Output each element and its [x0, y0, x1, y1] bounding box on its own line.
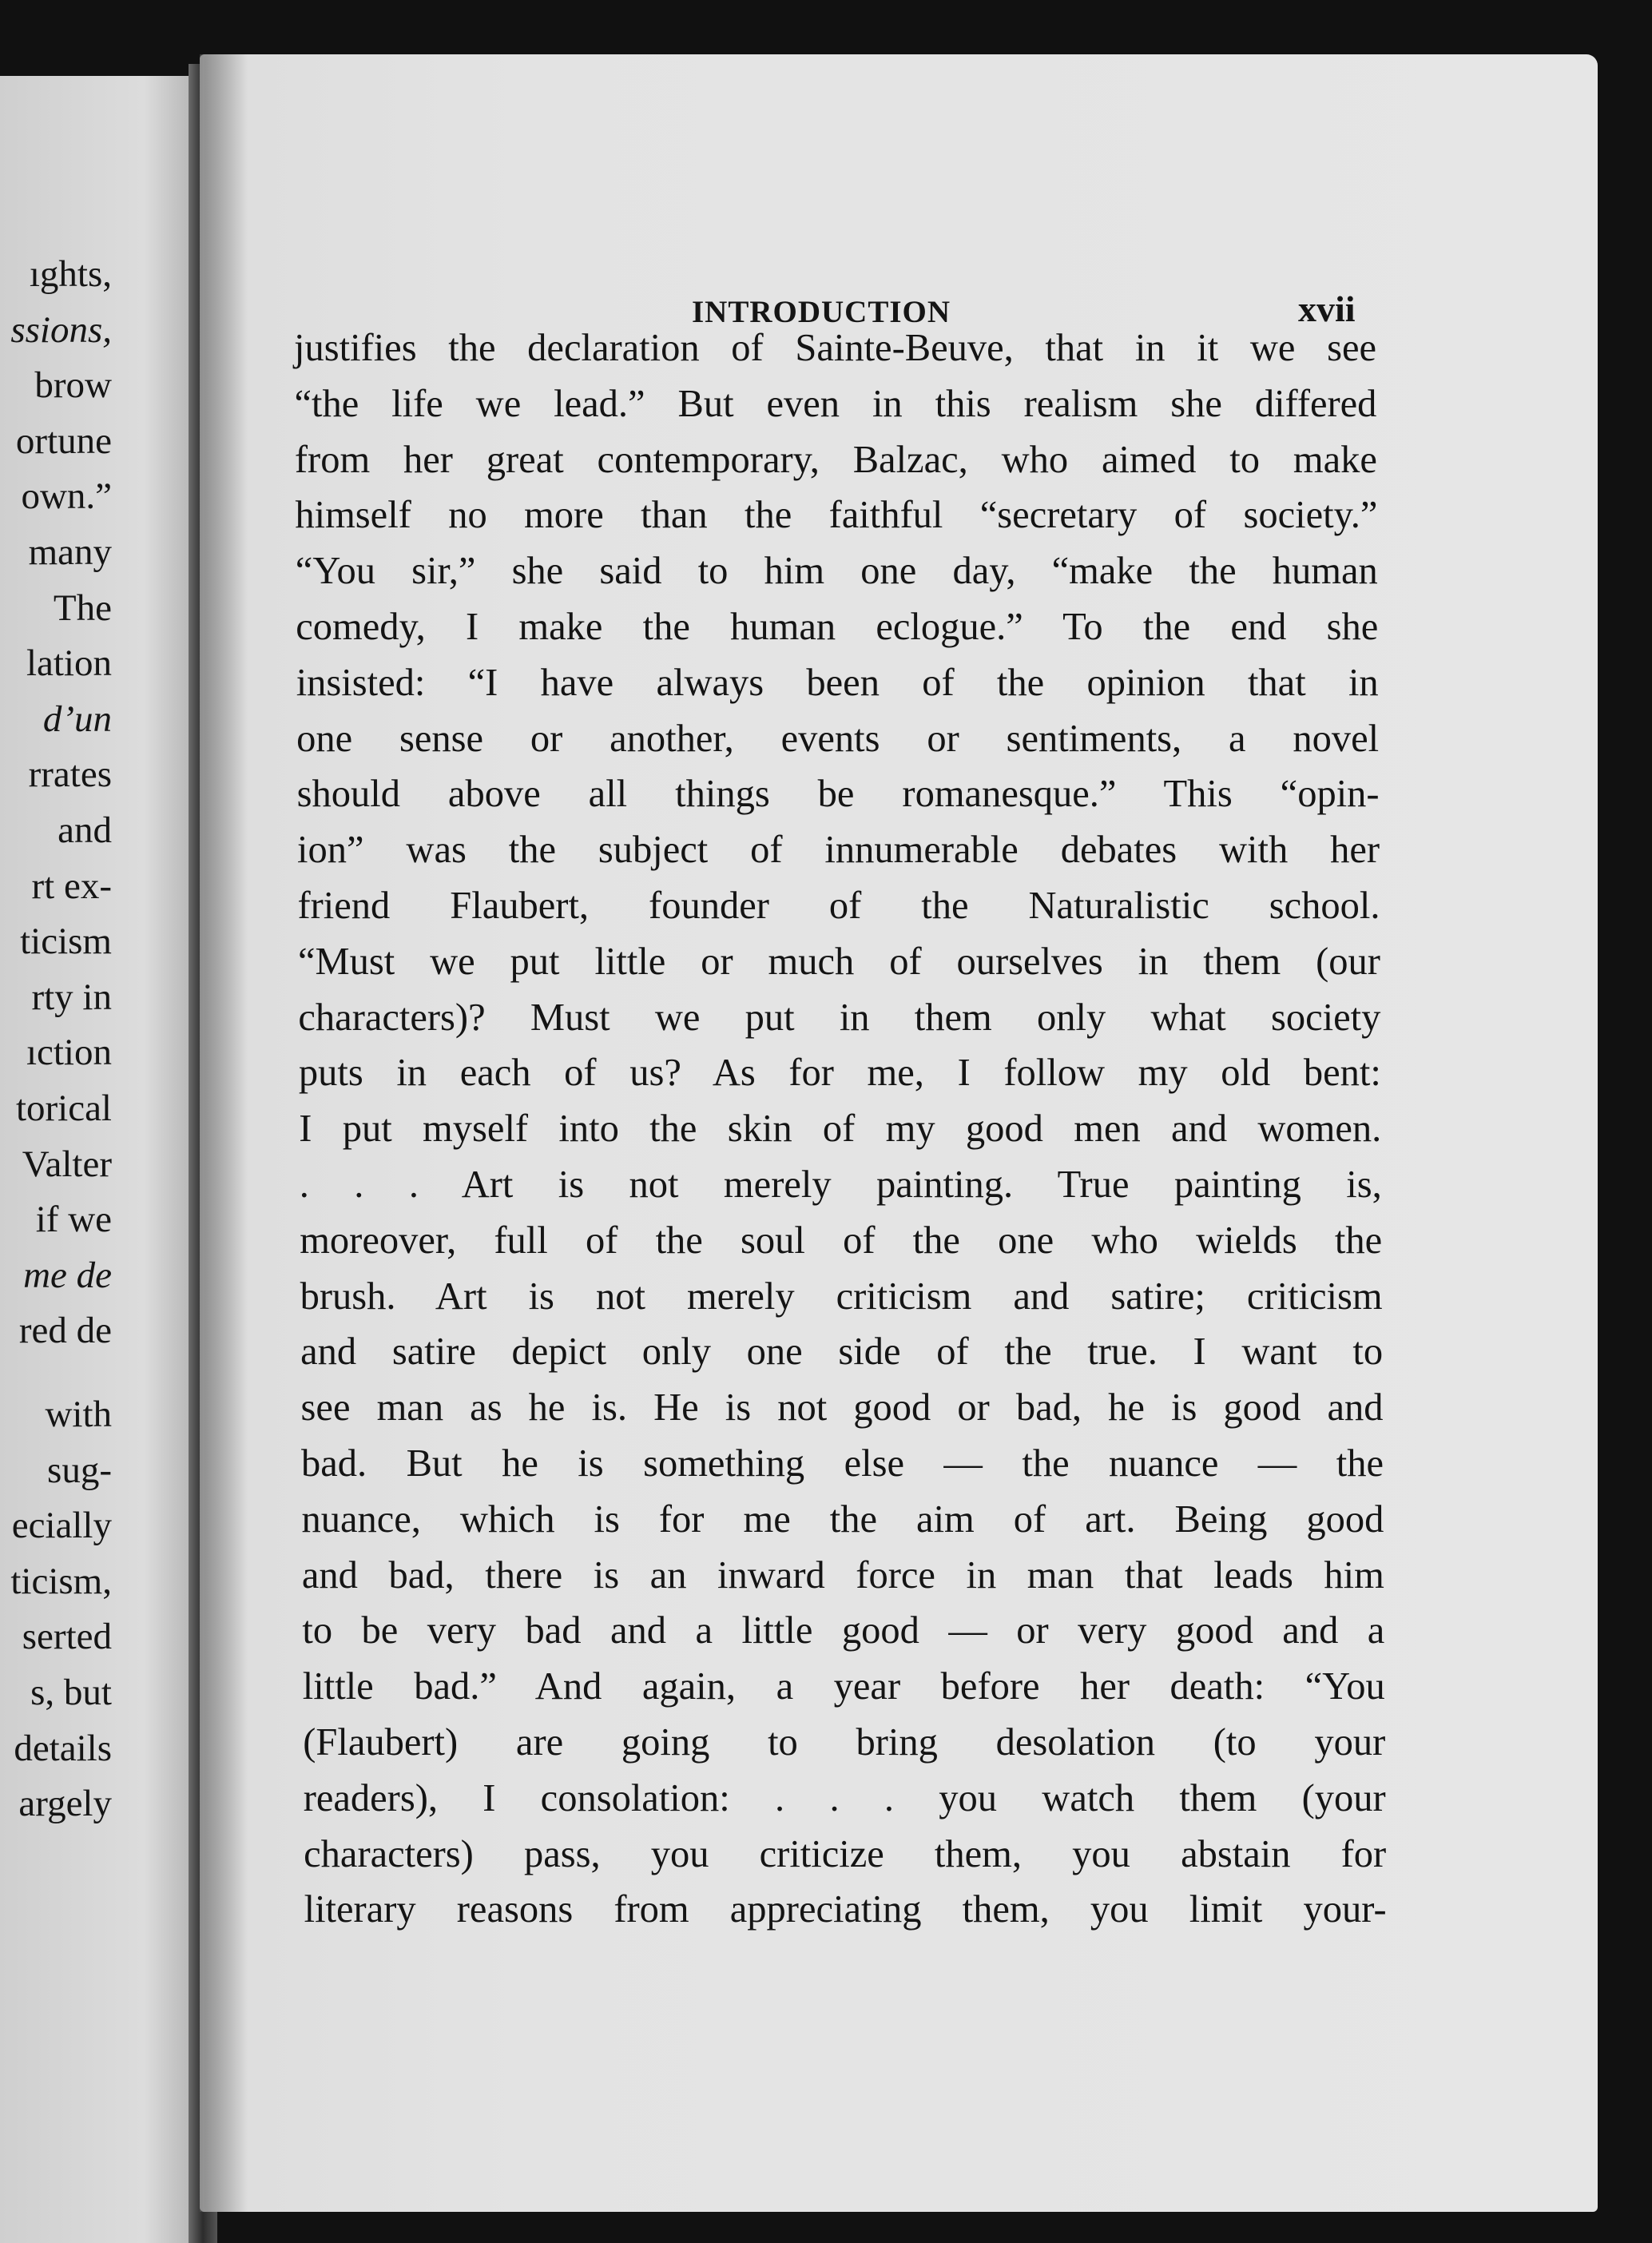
left-page-line: red de [18, 1310, 112, 1352]
text-line: and bad, there is an inward force in man that leads him [301, 1553, 1384, 1597]
left-page-line: rrates [28, 754, 112, 796]
left-page-line: s, but [30, 1672, 112, 1713]
left-page-line: brow [34, 364, 112, 407]
left-page-line: lation [26, 642, 112, 685]
text-line: characters)? Must we put in them only what society [298, 996, 1381, 1039]
text-line: ion” was the subject of innumerable debates with her [297, 829, 1380, 872]
left-page-line: ıghts, [29, 253, 112, 295]
left-page-line: me de [23, 1254, 112, 1296]
text-line: comedy, I make the human eclogue.” To the end she [296, 606, 1379, 648]
text-line: . . . Art is not merely painting. True painting is, [299, 1163, 1382, 1206]
text-line: literary reasons from appreciating them, you limit your- [304, 1888, 1387, 1931]
left-page-line: torical [15, 1088, 112, 1129]
text-line: bad. But he is something else — the nuance — the [301, 1442, 1384, 1485]
left-page-line: with [45, 1394, 112, 1435]
text-line: insisted: “I have always been of the opinion that in [296, 661, 1379, 704]
left-page-line: argely [18, 1783, 112, 1825]
right-page [200, 54, 1598, 2212]
left-page-line: serted [22, 1616, 112, 1658]
left-page-line: many [28, 531, 112, 573]
left-page-line: sug- [47, 1449, 112, 1491]
text-line: characters) pass, you criticize them, you abstain for [304, 1832, 1387, 1875]
text-line: friend Flaubert, founder of the Naturalistic school. [297, 885, 1380, 927]
text-line: little bad.” And again, a year before her death: “You [302, 1665, 1385, 1708]
text-line: should above all things be romanesque.” This “opin- [296, 773, 1380, 816]
text-line: brush. Art is not merely criticism and satire; criticism [300, 1275, 1383, 1318]
running-title: INTRODUCTION [692, 295, 951, 329]
text-line: “Must we put little or much of ourselves in them (our [297, 940, 1380, 983]
left-page-line: ortune [15, 420, 112, 462]
left-page-line: details [14, 1727, 112, 1769]
text-line: himself no more than the faithful “secretary of society.” [295, 494, 1378, 537]
left-page [0, 76, 206, 2243]
left-page-line: own.” [21, 475, 112, 518]
text-line: and satire depict only one side of the true. I want to [300, 1330, 1384, 1374]
text-line: moreover, full of the soul of the one who wields the [300, 1219, 1383, 1262]
left-page-line: The [53, 587, 112, 629]
text-line: readers), I consolation: . . . you watch them (your [303, 1776, 1386, 1819]
text-line: nuance, which is for me the aim of art. Being good [301, 1497, 1384, 1541]
left-page-line: Valter [22, 1143, 112, 1185]
left-page-line: ticism, [10, 1560, 112, 1602]
left-page-line: ticism [20, 921, 112, 963]
text-line: “the life we lead.” But even in this realism she differed [294, 382, 1377, 425]
text-line: see man as he is. He is not good or bad, he is good and [300, 1386, 1384, 1430]
text-line: justifies the declaration of Sainte-Beuve, that in it we see [294, 327, 1376, 369]
left-page-line: rty in [31, 976, 112, 1018]
left-page-line: ecially [11, 1505, 112, 1547]
text-line: puts in each of us? As for me, I follow my old bent: [298, 1052, 1381, 1095]
left-page-line: rt ex- [31, 865, 112, 907]
text-line: from her great contemporary, Balzac, who aimed to make [294, 438, 1377, 481]
text-line: one sense or another, events or sentiments, a novel [296, 717, 1380, 760]
left-page-line: d’un [42, 698, 112, 740]
left-page-line: ıction [26, 1032, 112, 1074]
text-line: I put myself into the skin of my good men and women. [299, 1108, 1382, 1151]
page-number: xvii [1298, 288, 1356, 329]
left-page-line: and [58, 809, 112, 851]
text-line: “You sir,” she said to him one day, “make the human [295, 550, 1378, 593]
left-page-line: if we [35, 1199, 112, 1241]
text-line: to be very bad and a little good — or very good and a [302, 1609, 1385, 1652]
text-line: (Flaubert) are going to bring desolation (to your [303, 1721, 1386, 1764]
left-page-line: ssions, [10, 308, 112, 351]
